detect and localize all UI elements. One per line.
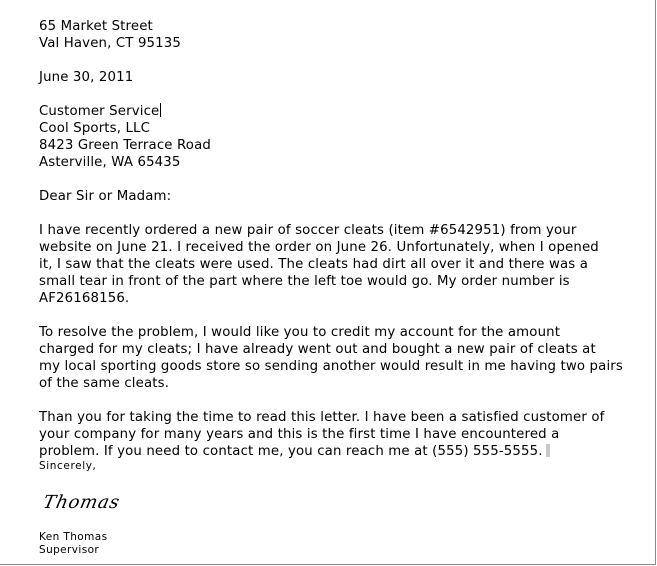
blank-line — [39, 205, 639, 222]
signer-title: Supervisor — [39, 544, 100, 556]
paragraph-order-issue — [39, 222, 639, 307]
recipient-city-line: Asterville, WA 65435 — [39, 155, 181, 170]
paragraph-line: I have recently ordered a new pair of soccer cleats (item #6542951) from your — [39, 223, 577, 238]
paragraph-line: charged for my cleats; I have already went out and bought a new pair of cleats at — [39, 342, 596, 357]
sender-city-line: Val Haven, CT 95135 — [39, 36, 181, 51]
paragraph-line: of the same cleats. — [39, 376, 170, 391]
paragraph-line: Than you for taking the time to read this letter. I have been a satisfied customer of — [39, 410, 605, 425]
paragraph-line: my local sporting goods store so sending another would result in me having two pairs — [39, 359, 623, 374]
blank-line — [39, 86, 639, 103]
text-cursor — [160, 103, 161, 117]
paragraph-line: small tear in front of the part where the left toe would go. My order number is — [39, 274, 570, 289]
paragraph-line-last — [39, 443, 639, 460]
sender-street: 65 Market Street — [39, 19, 153, 34]
blank-line — [39, 171, 639, 188]
selection-marker — [546, 444, 550, 457]
blank-line — [39, 307, 639, 324]
recipient-department: Customer Service — [39, 104, 160, 119]
paragraph-line: it, I saw that the cleats were used. The cleats had dirt all over it and there was a — [39, 257, 589, 272]
signature: Thomas — [41, 492, 122, 513]
signer-name: Ken Thomas — [39, 531, 108, 543]
blank-line — [39, 52, 639, 69]
letter-date: June 30, 2011 — [39, 70, 134, 85]
blank-line — [39, 392, 639, 409]
paragraph-resolution — [39, 324, 639, 392]
recipient-line-1 — [39, 103, 639, 120]
recipient-company: Cool Sports, LLC — [39, 121, 151, 136]
paragraph-line: your company for many years and this is the first time I have encountered a — [39, 427, 560, 442]
paragraph-line: To resolve the problem, I would like you to credit my account for the amount — [39, 325, 561, 340]
paragraph-line: website on June 21. I received the order on June 26. Unfortunately, when I opened — [39, 240, 599, 255]
paragraph-thanks — [39, 409, 639, 460]
paragraph-line: AF26168156. — [39, 291, 130, 306]
letter-body[interactable] — [39, 18, 639, 557]
salutation: Dear Sir or Madam: — [39, 189, 172, 204]
paragraph-line-text: problem. If you need to contact me, you can reach me at (555) 555-5555. — [39, 444, 543, 459]
signature-block — [39, 531, 639, 557]
closing: Sincerely, — [39, 460, 97, 472]
recipient-street: 8423 Green Terrace Road — [39, 138, 211, 153]
